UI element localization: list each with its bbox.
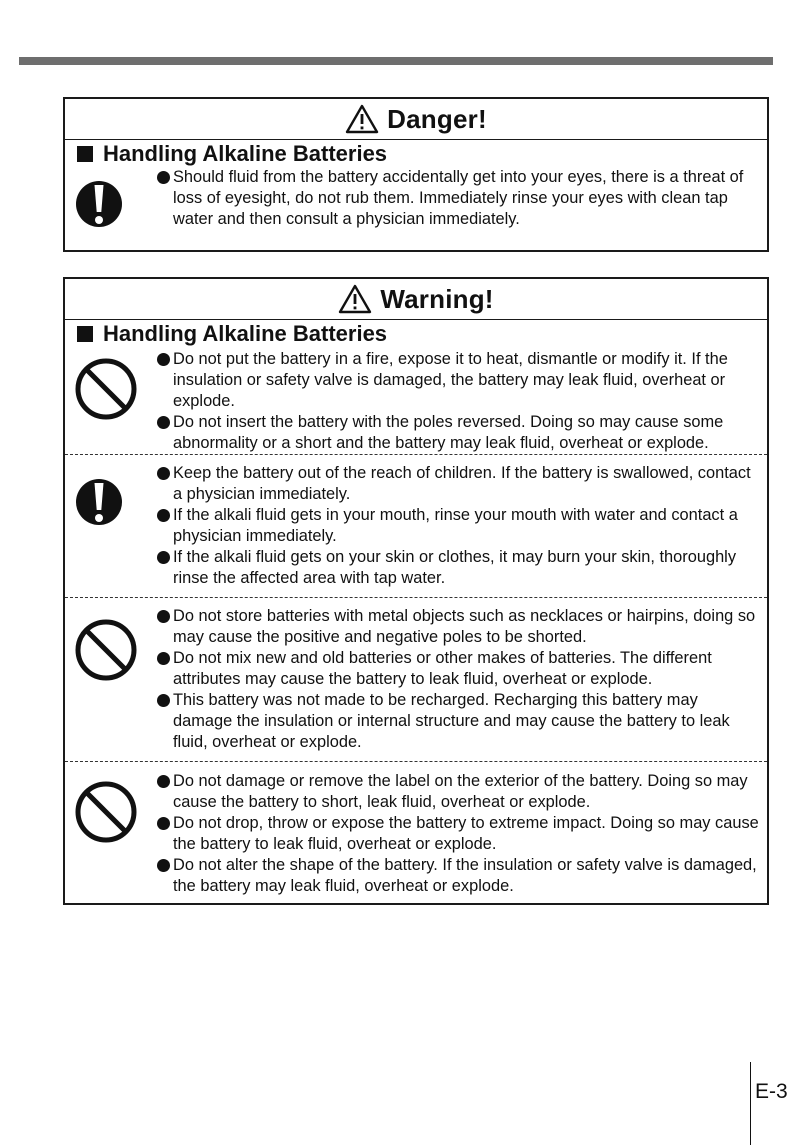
warning-group-1 [65, 347, 767, 455]
warning-group-3-items [65, 598, 767, 753]
warning-group-4 [65, 762, 767, 902]
warning-group-1-items [65, 347, 767, 454]
exclamation-icon [74, 469, 124, 535]
danger-box [63, 97, 769, 252]
list-item: Do not drop, throw or expose the battery to extreme impact. Doing so may cause the battery to leak fluid, overheat or explode. [157, 813, 761, 855]
list-item: Do not alter the shape of the battery. If the insulation or safety valve is damaged, the battery may leak fluid, overheat or explode. [157, 855, 761, 897]
warning-triangle-icon [345, 104, 379, 134]
prohibition-icon [74, 618, 138, 682]
warning-heading-text: Handling Alkaline Batteries [103, 321, 388, 346]
danger-title-bar [65, 99, 767, 140]
warning-group-2-items [65, 455, 767, 589]
warning-title-bar [65, 279, 767, 320]
top-rule [19, 57, 773, 65]
list-item: Do not mix new and old batteries or other makes of batteries. The different attributes may cause the battery to leak fluid, overheat or explode. [157, 648, 761, 690]
page-number: E-3 [750, 1062, 788, 1145]
warning-section-heading [65, 320, 767, 347]
list-item: Should fluid from the battery accidentally get into your eyes, there is a threat of loss of eyesight, do not rub them. Immediately rinse your eyes with clean tap water and then consult a physician immediately. [157, 167, 761, 230]
warning-group-4-items [65, 762, 767, 897]
danger-title: Danger! [387, 103, 487, 134]
list-item: This battery was not made to be recharged. Recharging this battery may damage the insulation or internal structure and may cause the battery to leak fluid, overheat or explode. [157, 690, 761, 753]
danger-heading-text: Handling Alkaline Batteries [103, 141, 388, 166]
square-bullet-icon [77, 326, 93, 342]
exclamation-icon [74, 171, 124, 237]
danger-items [65, 167, 767, 230]
warning-box [63, 277, 769, 905]
list-item: Keep the battery out of the reach of children. If the battery is swallowed, contact a physician immediately. [157, 463, 761, 505]
prohibition-icon [74, 357, 138, 421]
list-item: Do not store batteries with metal objects such as necklaces or hairpins, doing so may cause the positive and negative poles to be shorted. [157, 606, 761, 648]
list-item: If the alkali fluid gets in your mouth, rinse your mouth with water and contact a physician immediately. [157, 505, 761, 547]
list-item: Do not put the battery in a fire, expose it to heat, dismantle or modify it. If the insulation or safety valve is damaged, the battery may leak fluid, overheat or explode. [157, 349, 761, 412]
warning-group-3 [65, 598, 767, 762]
danger-group [65, 167, 767, 247]
list-item: Do not damage or remove the label on the exterior of the battery. Doing so may cause the battery to short, leak fluid, overheat or explode. [157, 771, 761, 813]
square-bullet-icon [77, 146, 93, 162]
danger-section-heading [65, 140, 767, 167]
list-item: If the alkali fluid gets on your skin or clothes, it may burn your skin, thoroughly rinse the affected area with tap water. [157, 547, 761, 589]
warning-title: Warning! [380, 283, 494, 314]
warning-triangle-icon [338, 284, 372, 314]
list-item: Do not insert the battery with the poles reversed. Doing so may cause some abnormality or a short and the battery may leak fluid, overheat or explode. [157, 412, 761, 454]
prohibition-icon [74, 780, 138, 844]
warning-group-2 [65, 455, 767, 598]
